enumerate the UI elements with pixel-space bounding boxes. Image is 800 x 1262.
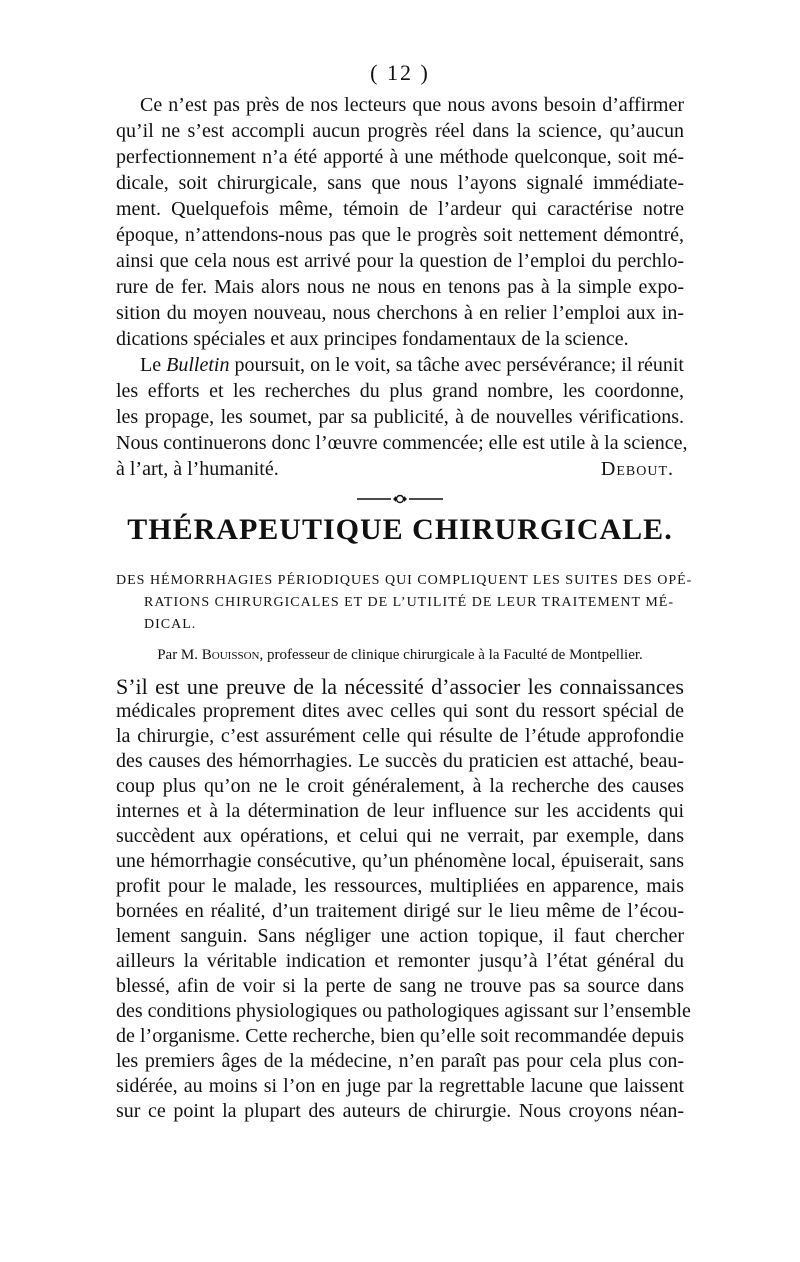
page-number: ( 12 ) [370,60,430,85]
ornament-divider [116,492,684,506]
text-line [116,352,684,378]
text-line: dicale, soit chirurgicale, sans que nous l’ayons signalé immédiate- [116,172,684,194]
author-line [116,644,684,666]
text-line: qu’il ne s’est accompli aucun progrès réel dans la science, qu’aucun [116,120,684,142]
article-title-line: DES HÉMORRHAGIES PÉRIODIQUES QUI COMPLIQUENT LES SUITES DES OPÉ- [116,573,693,588]
page [116,60,693,1124]
text-line: sidérée, au moins si l’on en juge par la regrettable lacune que laissent [116,1075,684,1097]
article-title-line: RATIONS CHIRURGICALES ET DE L’UTILITÉ DE LEUR TRAITEMENT MÉ- [144,595,675,610]
text-line: rure de fer. Mais alors nous ne nous en tenons pas à la simple expo- [116,276,684,298]
text-line: dications spéciales et aux principes fondamentaux de la science. [116,328,629,350]
author-name: Bouisson [201,647,260,663]
text-line: époque, n’attendons-nous pas que le progrès soit nettement démontré, [116,224,684,246]
text-line: de l’organisme. Cette recherche, bien qu’elle soit recommandée depuis [116,1025,684,1047]
text-line: des causes des hémorrhagies. Le succès du praticien est attaché, beau- [116,750,684,772]
text-line: sition du moyen nouveau, nous cherchons à en relier l’emploi aux in- [116,302,684,324]
article-title-line: DICAL. [144,617,197,632]
journal-name: Bulletin [166,354,230,376]
text-line: la chirurgie, c’est assurément celle qui résulte de l’étude approfondie [116,725,684,747]
text-fragment: Le [140,354,167,376]
section-title: THÉRAPEUTIQUE CHIRURGICALE. [127,513,673,546]
signature-line [116,456,684,482]
article-title [116,570,693,636]
ornament-icon [355,493,445,505]
text-line: succèdent aux opérations, et celui qui ne verrait, par exemple, dans [116,825,684,847]
signature: Debout. [600,458,674,480]
text-line: internes et à la détermination de leur influence sur les accidents qui [116,800,684,822]
text-line: à l’art, à l’humanité. [116,458,279,480]
text-line: ainsi que cela nous est arrivé pour la question de l’emploi du perchlo- [116,250,684,272]
text-line: Ce n’est pas près de nos lecteurs que nous avons besoin d’affirmer [140,94,684,116]
author-prefix: Par M. [157,647,202,663]
text-line: blessé, afin de voir si la perte de sang ne trouve pas sa source dans [116,975,684,997]
text-line: les premiers âges de la médecine, n’en paraît pas pour cela plus con- [116,1050,684,1072]
second-paragraph [116,352,688,482]
article-body [116,674,691,1124]
text-line: Nous continuerons donc l’œuvre commencée; elle est utile à la science, [116,432,688,454]
text-line: une hémorrhagie consécutive, qu’un phénomène local, épuiserait, sans [116,850,684,872]
text-line: coup plus qu’on ne le croit généralement, à la recherche des causes [116,775,684,797]
text-line: ment. Quelquefois même, témoin de l’ardeur qui caractérise notre [116,198,684,220]
text-line: sur ce point la plupart des auteurs de chirurgie. Nous croyons néan- [116,1100,684,1122]
text-line: lement sanguin. Sans négliger une action topique, il faut chercher [116,925,684,947]
text-line: perfectionnement n’a été apporté à une méthode quelconque, soit mé- [116,146,684,168]
text-line: médicales proprement dites avec celles qui sont du ressort spécial de [116,700,684,722]
text-line: S’il est une preuve de la nécessité d’associer les connaissances [116,674,684,699]
intro-paragraph [116,92,684,352]
text-line: des conditions physiologiques ou pathologiques agissant sur l’ensemble [116,1000,691,1022]
text-line: les propage, les soumet, par sa publicité, à de nouvelles vérifications. [116,406,684,428]
text-line: bornées en réalité, d’un traitement dirigé sur le lieu même de l’écou- [116,900,684,922]
text-fragment: poursuit, on le voit, sa tâche avec persévérance; il réunit [229,354,684,376]
text-line: les efforts et les recherches du plus grand nombre, les coordonne, [116,380,684,402]
text-line: ailleurs la véritable indication et remonter jusqu’à l’état général du [116,950,684,972]
author-affiliation: , professeur de clinique chirurgicale à la Faculté de Montpellier. [259,647,643,663]
text-line: profit pour le malade, les ressources, multipliées en apparence, mais [116,875,684,897]
